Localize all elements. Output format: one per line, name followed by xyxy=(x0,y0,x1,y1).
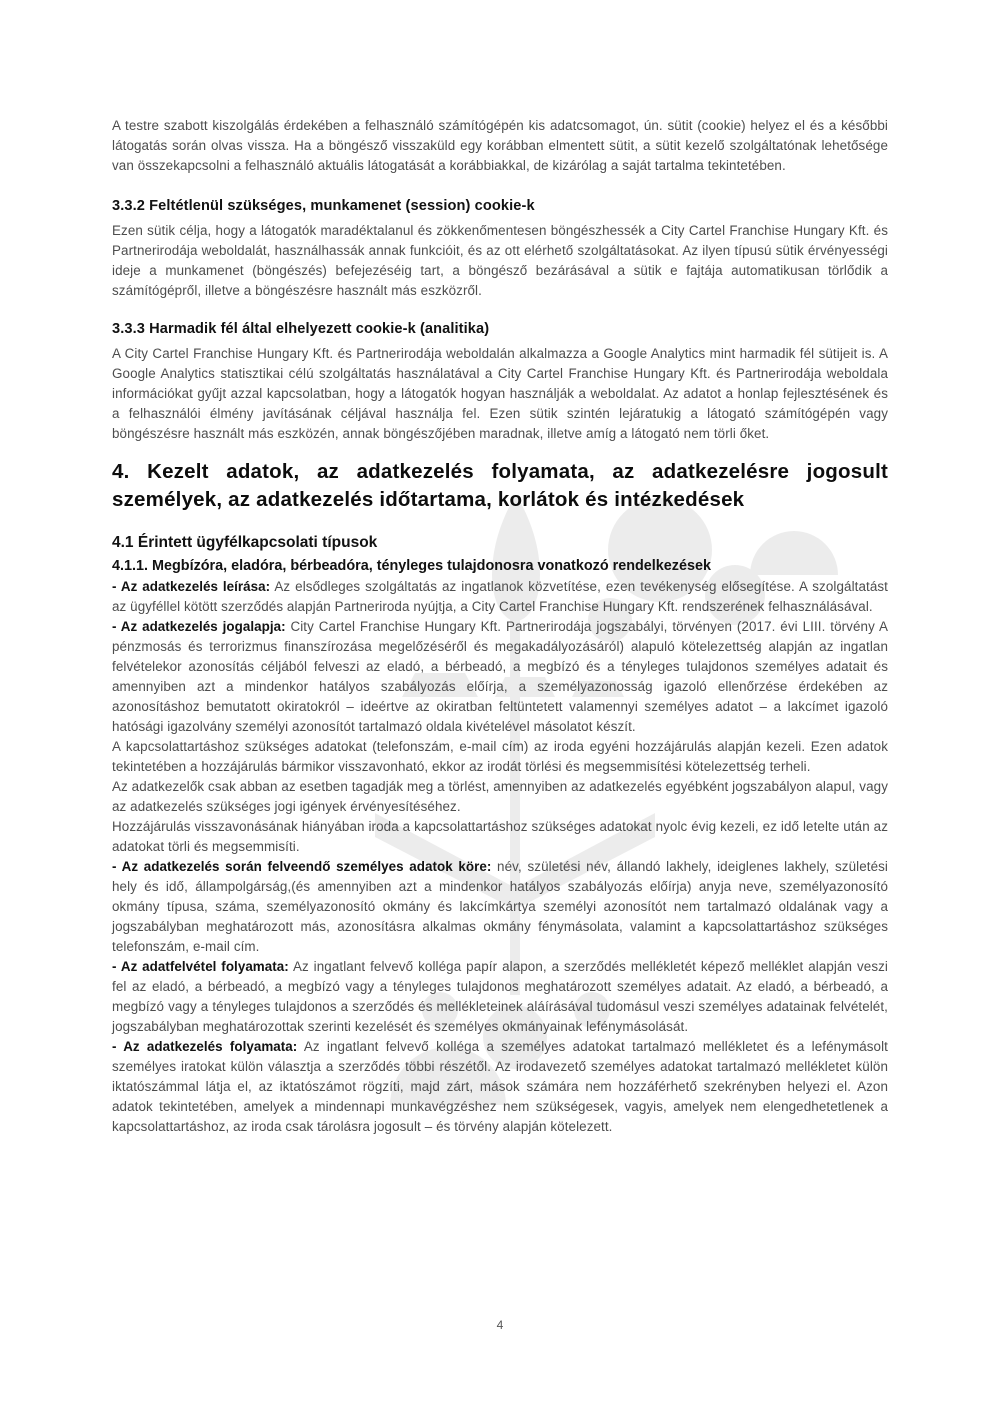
section-heading-4-1-1: 4.1.1. Megbízóra, eladóra, bérbeadóra, tényleges tulajdonosra vonatkozó rendelkezések xyxy=(112,558,712,574)
paragraph-text: Az ingatlant felvevő kolléga papír alapon, a szerződés mellékletét képező melléklet alapján veszi fel az eladó, a bérbeadó, a megbízó vagy a tényleges tulajdonos meghatározott személyes adatait. Az eladó, a bérbeadó, a megbízó vagy a tényleges tulajdonos a szerződés és mellékleteinek aláírásával tudomásul veszi személyes adatainak felvételét, jogszabályban meghatározottak szerinti kezelését és személyes okmányainak lefénymásolását. xyxy=(112,959,888,1034)
document-content xyxy=(112,116,888,1137)
paragraph-lead: - Az adatkezelés során felveendő személyes adatok köre: xyxy=(112,859,492,874)
paragraph-retention-period xyxy=(112,817,888,857)
section-4-1-1-paragraphs xyxy=(112,577,888,1137)
section-heading-3-3-2: 3.3.2 Feltétlenül szükséges, munkamenet (session) cookie-k xyxy=(112,198,535,214)
paragraph-data-processing-process xyxy=(112,1037,888,1137)
paragraph-lead: - Az adatkezelés leírása: xyxy=(112,579,271,594)
page-number: 4 xyxy=(496,1318,504,1332)
section-body-3-3-2: Ezen sütik célja, hogy a látogatók maradéktalanul és zökkenőmentesen böngészhessék a City Cartel Franchise Hungary Kft. és Partnerirodája weboldalát, használhassák annak funkcióit, és az ott elérhető szolgáltatásokat. Az ilyen típusú sütik érvényességi ideje a munkamenet (böngészés) befejezéséig tart, a böngésző bezárásával a sütik e fajtája automatikusan törlődik a számítógépről, illetve a böngészésre használt más eszközről. xyxy=(112,223,888,298)
paragraph-text: City Cartel Franchise Hungary Kft. Partnerirodája jogszabályi, törvényen (2017. évi LIII. törvény A pénzmosás és terrorizmus finanszírozása megelőzéséről és megakadályozásáról) alapuló kötelezettség alapján az ingatlan felvételekor azonosítás céljából felveszi az eladó, a bérbeadó, a megbízó és a tényleges tulajdonos személyes adatait és amennyiben azt a mindenkor hatályos szabályozás előírja, a személyazonosság igazoló ellenőrzése érdekében az azonosításhoz bemutatott okiratokról – ideértve az okiratban feltüntetett valamennyi személyes adatot – a lakcímet igazoló hatósági igazolvány személyi azonosítót tartalmazó oldala kivételével másolatot készít. xyxy=(112,619,888,734)
paragraph-text: név, születési név, állandó lakhely, ideiglenes lakhely, születési hely és idő, állampolgárság,(és amennyiben azt a mindenkor hatályos szabályozás előírja) anyja neve, személyazonosító okmány típusa, száma, személyazonosító okmány és lakcímkártya személyi azonosítót nem tartalmazó oldalának vagy a jogszabályban meghatározott más, azonosításra alkalmas okmány fénymásolata, valamint a kapcsolattartáshoz szükséges telefonszám, e-mail cím. xyxy=(112,859,888,954)
paragraph-lead: - Az adatfelvétel folyamata: xyxy=(112,959,289,974)
paragraph-lead: - Az adatkezelés folyamata: xyxy=(112,1039,298,1054)
intro-paragraph: A testre szabott kiszolgálás érdekében a felhasználó számítógépén kis adatcsomagot, ún. sütit (cookie) helyez el és a későbbi látogatás során olvas vissza. Ha a böngésző visszaküld egy korábban elmentett sütit, a sütit kezelő szolgáltatónak lehetősége van összekapcsolni a felhasználó aktuális látogatását a korábbiakkal, de kizárólag a saját tartalma tekintetében. xyxy=(112,118,888,173)
section-heading-3-3-3: 3.3.3 Harmadik fél által elhelyezett cookie-k (analitika) xyxy=(112,321,490,337)
section-heading-4-1: 4.1 Érintett ügyfélkapcsolati típusok xyxy=(112,534,378,551)
section-body-3-3-3: A City Cartel Franchise Hungary Kft. és Partnerirodája weboldalán alkalmazza a Google Analytics mint harmadik fél sütijeit is. A Google Analytics statisztikai célú szolgáltatás használatával a City Cartel Franchise Hungary Kft. és Partnerirodája weboldala információkat gyűjt azzal kapcsolatban, hogy a látogatók hogyan használják a weboldalat. Az adatot a honlap fejlesztésének és a felhasználói élmény javításának céljával használja fel. Ezen sütik szintén lejáratukig a látogató számítógépén vagy böngészésre használt más eszközén, annak böngészőjében maradnak, illetve amíg a látogató nem törli őket. xyxy=(112,346,888,441)
paragraph-text: Az adatkezelők csak abban az esetben tagadják meg a törlést, amennyiben az adatkezelés egyébként jogszabályon alapul, vagy az adatkezelés szükséges jogi igények érvényesítéséhez. xyxy=(112,779,888,814)
paragraph-text: Az elsődleges szolgáltatás az ingatlanok közvetítése, ezen tevékenység elősegítése. A szolgáltatást az ügyféllel kötött szerződés alapján Partneriroda nyújtja, a City Cartel Franchise Hungary Kft. rendszerének felhasználásával. xyxy=(112,579,888,614)
paragraph-text: Hozzájárulás visszavonásának hiányában iroda a kapcsolattartáshoz szükséges adatokat nyolc évig kezeli, ez idő letelte után az adatokat törli és megsemmisíti. xyxy=(112,819,888,854)
paragraph-contact-data xyxy=(112,737,888,777)
paragraph-text: A kapcsolattartáshoz szükséges adatokat (telefonszám, e-mail cím) az iroda egyéni hozzájárulás alapján kezeli. Ezen adatok tekintetében a hozzájárulás bármikor visszavonható, ekkor az irodát törlési és megsemmisítési kötelezettség terheli. xyxy=(112,739,888,774)
paragraph-deletion-refusal xyxy=(112,777,888,817)
paragraph-data-collection-process xyxy=(112,957,888,1037)
section-title-4: 4. Kezelt adatok, az adatkezelés folyamata, az adatkezelésre jogosult személyek, az adatkezelés időtartama, korlátok és intézkedések xyxy=(112,460,888,511)
paragraph-legal-basis xyxy=(112,617,888,737)
paragraph-text: Az ingatlant felvevő kolléga a személyes adatokat tartalmazó mellékletet és a lefénymásolt személyes iratokat külön választja a szerződés többi részétől. Az irodavezető személyes adatokat tartalmazó mellékletet külön iktatószámmal látja el, az iktatószámot rögzíti, majd zárt, mások számára nem hozzáférhető szekrényben helyezi el. Azon adatok tekintetében, amelyek a mindennapi munkavégzéshez nem szükségesek, vagyis, amelyek nem elengedhetetlenek a kapcsolattartáshoz, az iroda csak tárolásra jogosult – és törvény alapján kötelezett. xyxy=(112,1039,888,1134)
paragraph-personal-data-scope xyxy=(112,857,888,957)
paragraph-lead: - Az adatkezelés jogalapja: xyxy=(112,619,286,634)
paragraph-data-description xyxy=(112,577,888,617)
